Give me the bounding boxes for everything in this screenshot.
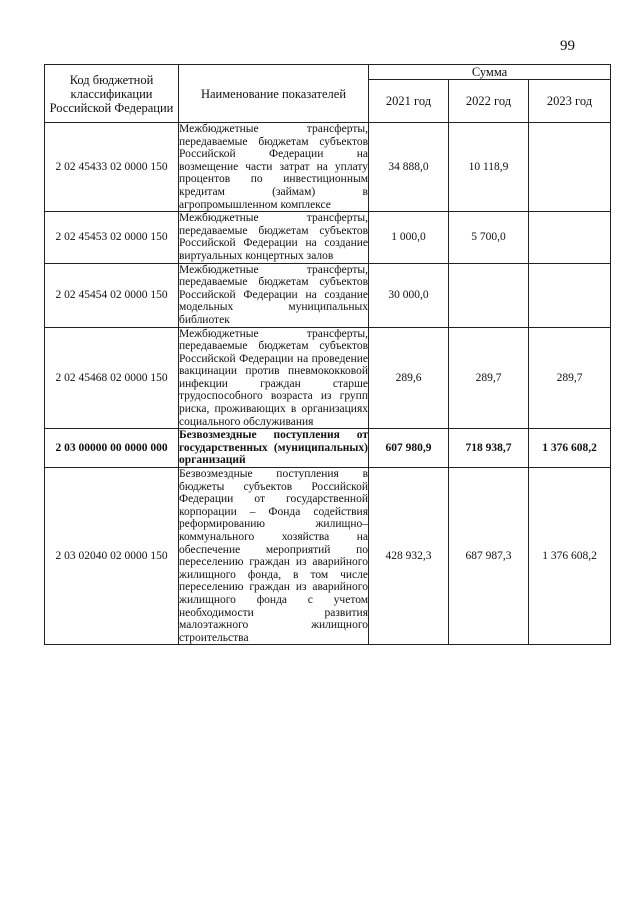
table-row bbox=[45, 468, 611, 645]
amount-2021: 34 888,0 bbox=[369, 123, 449, 212]
indicator-name: Межбюджетные трансферты, передаваемые бюджетам субъектов Российской Федерации на проведение вакцинации против пневмококковой инфекции граждан старше трудоспособного возраста из групп риска, проживающих в организациях социального обслуживания bbox=[179, 327, 368, 428]
table-row bbox=[45, 263, 611, 327]
table-row bbox=[45, 327, 611, 429]
amount-2022: 687 987,3 bbox=[449, 468, 529, 645]
amount-2022: 718 938,7 bbox=[449, 429, 529, 468]
amount-2023: 1 376 608,2 bbox=[529, 468, 611, 645]
header-code: Код бюджетной классификации Российской Федерации bbox=[45, 65, 179, 123]
header-year-2023: 2023 год bbox=[529, 80, 611, 123]
amount-2021: 428 932,3 bbox=[369, 468, 449, 645]
budget-code: 2 03 02040 02 0000 150 bbox=[45, 468, 179, 645]
indicator-name: Безвозмездные поступления от государственных (муниципальных) организаций bbox=[179, 429, 368, 467]
table-row bbox=[45, 212, 611, 263]
amount-2023 bbox=[529, 212, 611, 263]
amount-2022: 10 118,9 bbox=[449, 123, 529, 212]
amount-2022: 5 700,0 bbox=[449, 212, 529, 263]
indicator-name: Безвозмездные поступления в бюджеты субъектов Российской Федерации от государственной корпорации – Фонда содействия реформированию жилищно–коммунального хозяйства на обеспечение мероприятий по переселению граждан из аварийного жилищного фонда, в том числе переселению граждан из аварийного жилищного фонда с учетом необходимости развития малоэтажного жилищного строительства bbox=[179, 468, 368, 644]
budget-code: 2 02 45453 02 0000 150 bbox=[45, 212, 179, 263]
table-row bbox=[45, 123, 611, 212]
header-year-2021: 2021 год bbox=[369, 80, 449, 123]
budget-revenue-table bbox=[44, 64, 611, 645]
amount-2021: 1 000,0 bbox=[369, 212, 449, 263]
amount-2023: 1 376 608,2 bbox=[529, 429, 611, 468]
amount-2021: 289,6 bbox=[369, 327, 449, 429]
budget-code: 2 03 00000 00 0000 000 bbox=[45, 429, 179, 468]
amount-2023 bbox=[529, 263, 611, 327]
header-sum: Сумма bbox=[369, 65, 611, 80]
header-year-2022: 2022 год bbox=[449, 80, 529, 123]
header-name: Наименование показателей bbox=[179, 65, 369, 123]
budget-code: 2 02 45433 02 0000 150 bbox=[45, 123, 179, 212]
amount-2023 bbox=[529, 123, 611, 212]
amount-2021: 30 000,0 bbox=[369, 263, 449, 327]
budget-code: 2 02 45468 02 0000 150 bbox=[45, 327, 179, 429]
amount-2022 bbox=[449, 263, 529, 327]
amount-2023: 289,7 bbox=[529, 327, 611, 429]
table-row bbox=[45, 429, 611, 468]
amount-2021: 607 980,9 bbox=[369, 429, 449, 468]
indicator-name: Межбюджетные трансферты, передаваемые бюджетам субъектов Российской Федерации на возмещение части затрат на уплату процентов по инвестиционным кредитам (займам) в агропромышленном комплексе bbox=[179, 123, 368, 211]
indicator-name: Межбюджетные трансферты, передаваемые бюджетам субъектов Российской Федерации на создание модельных муниципальных библиотек bbox=[179, 263, 368, 326]
amount-2022: 289,7 bbox=[449, 327, 529, 429]
indicator-name: Межбюджетные трансферты, передаваемые бюджетам субъектов Российской Федерации на создание виртуальных концертных залов bbox=[179, 212, 368, 262]
budget-code: 2 02 45454 02 0000 150 bbox=[45, 263, 179, 327]
page-number: 99 bbox=[560, 38, 575, 54]
